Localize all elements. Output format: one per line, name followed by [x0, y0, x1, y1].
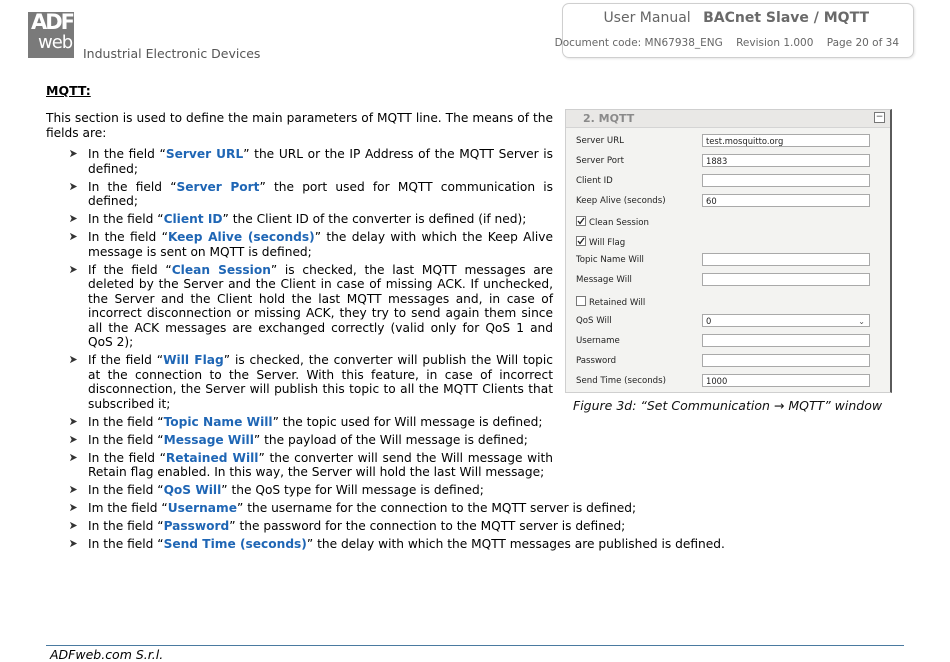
checkmark-icon: [577, 217, 585, 225]
list-item: [68, 230, 553, 259]
document-header: [554, 3, 914, 58]
field-keyword: Server URL: [165, 147, 244, 161]
item-text-prefix: In the field “: [88, 450, 166, 465]
client-id-label: Client ID: [576, 176, 613, 186]
collapse-icon[interactable]: −: [875, 112, 884, 122]
will-flag-checkbox[interactable]: [576, 236, 586, 246]
item-text-prefix: In the field “: [88, 230, 168, 244]
will-flag-row: [576, 236, 625, 248]
footer-company: ADFweb.com S.r.l.: [50, 647, 164, 662]
bullet-arrow-icon: [69, 355, 78, 364]
field-keyword: Keep Alive (seconds): [167, 230, 315, 244]
bullet-arrow-icon: [69, 521, 78, 530]
bullet-arrow-icon: [69, 232, 78, 241]
checkmark-icon: [577, 237, 585, 245]
list-item: [68, 353, 553, 411]
list-item: [68, 483, 738, 498]
keep-alive-input[interactable]: 60: [702, 194, 870, 207]
bullet-arrow-icon: [69, 539, 78, 548]
field-keyword: Server Port: [176, 179, 260, 194]
item-text-prefix: In the field “: [88, 537, 164, 551]
field-keyword: Message Will: [163, 432, 254, 447]
item-text-suffix: ” the QoS type for Will message is defined;: [221, 483, 484, 497]
clean-session-checkbox[interactable]: [576, 216, 586, 226]
server-port-input[interactable]: 1883: [702, 154, 870, 167]
list-item: [68, 451, 553, 480]
header-title-line: [603, 10, 869, 26]
field-keyword: Will Flag: [163, 353, 224, 367]
product-name: BACnet Slave / MQTT: [703, 10, 869, 26]
retained-will-label: Retained Will: [589, 298, 646, 308]
send-time-input[interactable]: 1000: [702, 374, 870, 387]
item-text-prefix: Im the field “: [88, 501, 168, 515]
keep-alive-label: Keep Alive (seconds): [576, 196, 666, 206]
item-text-suffix: ” the topic used for Will message is defined;: [272, 414, 543, 429]
message-will-label: Message Will: [576, 275, 632, 285]
adfweb-logo: [28, 12, 74, 58]
chevron-down-icon: ⌄: [858, 317, 865, 326]
company-tagline: Industrial Electronic Devices: [83, 46, 261, 61]
bullet-arrow-icon: [69, 453, 78, 462]
server-url-label: Server URL: [576, 136, 624, 146]
item-text-suffix: ” is checked, the last MQTT messages are deleted by the Server and the Client in case of missing ACK. If unchecked, the Server and the Client hold the last MQTT messages and, in case of incorrect disconnection or missing ACK, they try to send again them since all the ACK messages are exchanged correctly (valid only for QoS 1 and QoS 2);: [88, 262, 554, 349]
server-url-input[interactable]: test.mosquitto.org: [702, 134, 870, 147]
item-text-suffix: ” the converter will send the Will message with Retain flag enabled. In this way, the Server will hold the last Will message;: [88, 450, 553, 479]
topic-will-label: Topic Name Will: [576, 255, 644, 265]
item-text-prefix: If the field “: [88, 353, 164, 367]
list-item: [68, 180, 553, 209]
username-label: Username: [576, 336, 620, 346]
list-item: [68, 415, 553, 430]
item-text-suffix: ” the payload of the Will message is defined;: [253, 432, 528, 447]
bullet-arrow-icon: [69, 149, 78, 158]
item-text-suffix: ” the delay with which the MQTT messages are published is defined.: [306, 537, 725, 551]
item-text-suffix: ” the URL or the IP Address of the MQTT Server is defined;: [88, 147, 553, 176]
will-flag-label: Will Flag: [589, 238, 626, 248]
field-keyword: Retained Will: [165, 450, 259, 465]
item-text-prefix: If the field “: [88, 262, 172, 277]
bullet-arrow-icon: [69, 435, 78, 444]
section-title: MQTT:: [46, 83, 91, 98]
logo-text-adf: ADF: [31, 10, 74, 34]
field-keyword: Username: [167, 501, 237, 515]
list-item: [68, 537, 738, 552]
document-code: Document code: MN67938_ENG: [554, 37, 723, 49]
password-input[interactable]: [702, 354, 870, 367]
item-text-suffix: ” the delay with which the Keep Alive message is sent on MQTT is defined;: [88, 230, 553, 259]
field-keyword: Topic Name Will: [163, 414, 273, 429]
bullet-arrow-icon: [69, 214, 78, 223]
item-text-prefix: In the field “: [88, 483, 164, 497]
qos-will-select[interactable]: [702, 314, 870, 327]
panel-header: [566, 110, 890, 128]
revision: Revision 1.000: [736, 37, 814, 49]
field-keyword: Client ID: [163, 212, 223, 226]
field-keyword: QoS Will: [163, 483, 222, 497]
list-item: [68, 433, 553, 448]
list-item: [68, 147, 553, 176]
field-keyword: Clean Session: [171, 262, 271, 277]
retained-will-row: [576, 296, 645, 308]
password-label: Password: [576, 356, 617, 366]
header-meta-line: [545, 37, 899, 49]
logo-text-web: web: [38, 32, 73, 53]
bullet-arrow-icon: [69, 503, 78, 512]
retained-will-checkbox[interactable]: [576, 296, 586, 306]
item-text-suffix: ” the Client ID of the converter is defined (if ned);: [222, 212, 527, 226]
clean-session-row: [576, 216, 649, 228]
client-id-input[interactable]: [702, 174, 870, 187]
list-item: [68, 212, 553, 227]
footer-divider: [46, 645, 904, 646]
bullet-arrow-icon: [69, 485, 78, 494]
qos-will-value: 0: [706, 316, 712, 326]
intro-paragraph: This section is used to define the main parameters of MQTT line. The means of the fields are:: [46, 111, 553, 140]
item-text-prefix: In the field “: [88, 432, 164, 447]
username-input[interactable]: [702, 334, 870, 347]
bullet-arrow-icon: [69, 265, 78, 274]
list-item: [68, 263, 553, 350]
clean-session-label: Clean Session: [589, 218, 649, 228]
item-text-prefix: In the field “: [88, 179, 177, 194]
qos-will-label: QoS Will: [576, 316, 612, 326]
panel-title: 2. MQTT: [583, 112, 635, 125]
bullet-arrow-icon: [69, 182, 78, 191]
topic-will-input[interactable]: [702, 253, 870, 266]
item-text-suffix: ” is checked, the converter will publish the Will topic at the connection to the Server. With this feature, in case of incorrect disconnection, the Server will publish this topic to all the MQTT Clients that subscribed it;: [88, 353, 554, 411]
list-item: [68, 501, 738, 516]
item-text-prefix: In the field “: [88, 147, 166, 161]
item-text-prefix: In the field “: [88, 212, 164, 226]
item-text-suffix: ” the username for the connection to the MQTT server is defined;: [237, 501, 637, 515]
item-text-prefix: In the field “: [88, 414, 164, 429]
send-time-label: Send Time (seconds): [576, 376, 666, 386]
bullet-arrow-icon: [69, 417, 78, 426]
message-will-input[interactable]: [702, 273, 870, 286]
field-keyword: Send Time (seconds): [163, 537, 307, 551]
list-item: [68, 519, 738, 534]
field-keyword: Password: [163, 519, 230, 533]
item-text-prefix: In the field “: [88, 519, 164, 533]
item-text-suffix: ” the password for the connection to the MQTT server is defined;: [229, 519, 626, 533]
item-text-suffix: ” the port used for MQTT communication is defined;: [88, 179, 553, 208]
figure-caption: Figure 3d: “Set Communication → MQTT” window: [573, 398, 883, 413]
server-port-label: Server Port: [576, 156, 624, 166]
manual-label: User Manual: [603, 10, 691, 26]
page-number: Page 20 of 34: [826, 37, 899, 49]
mqtt-settings-panel: [565, 109, 892, 393]
